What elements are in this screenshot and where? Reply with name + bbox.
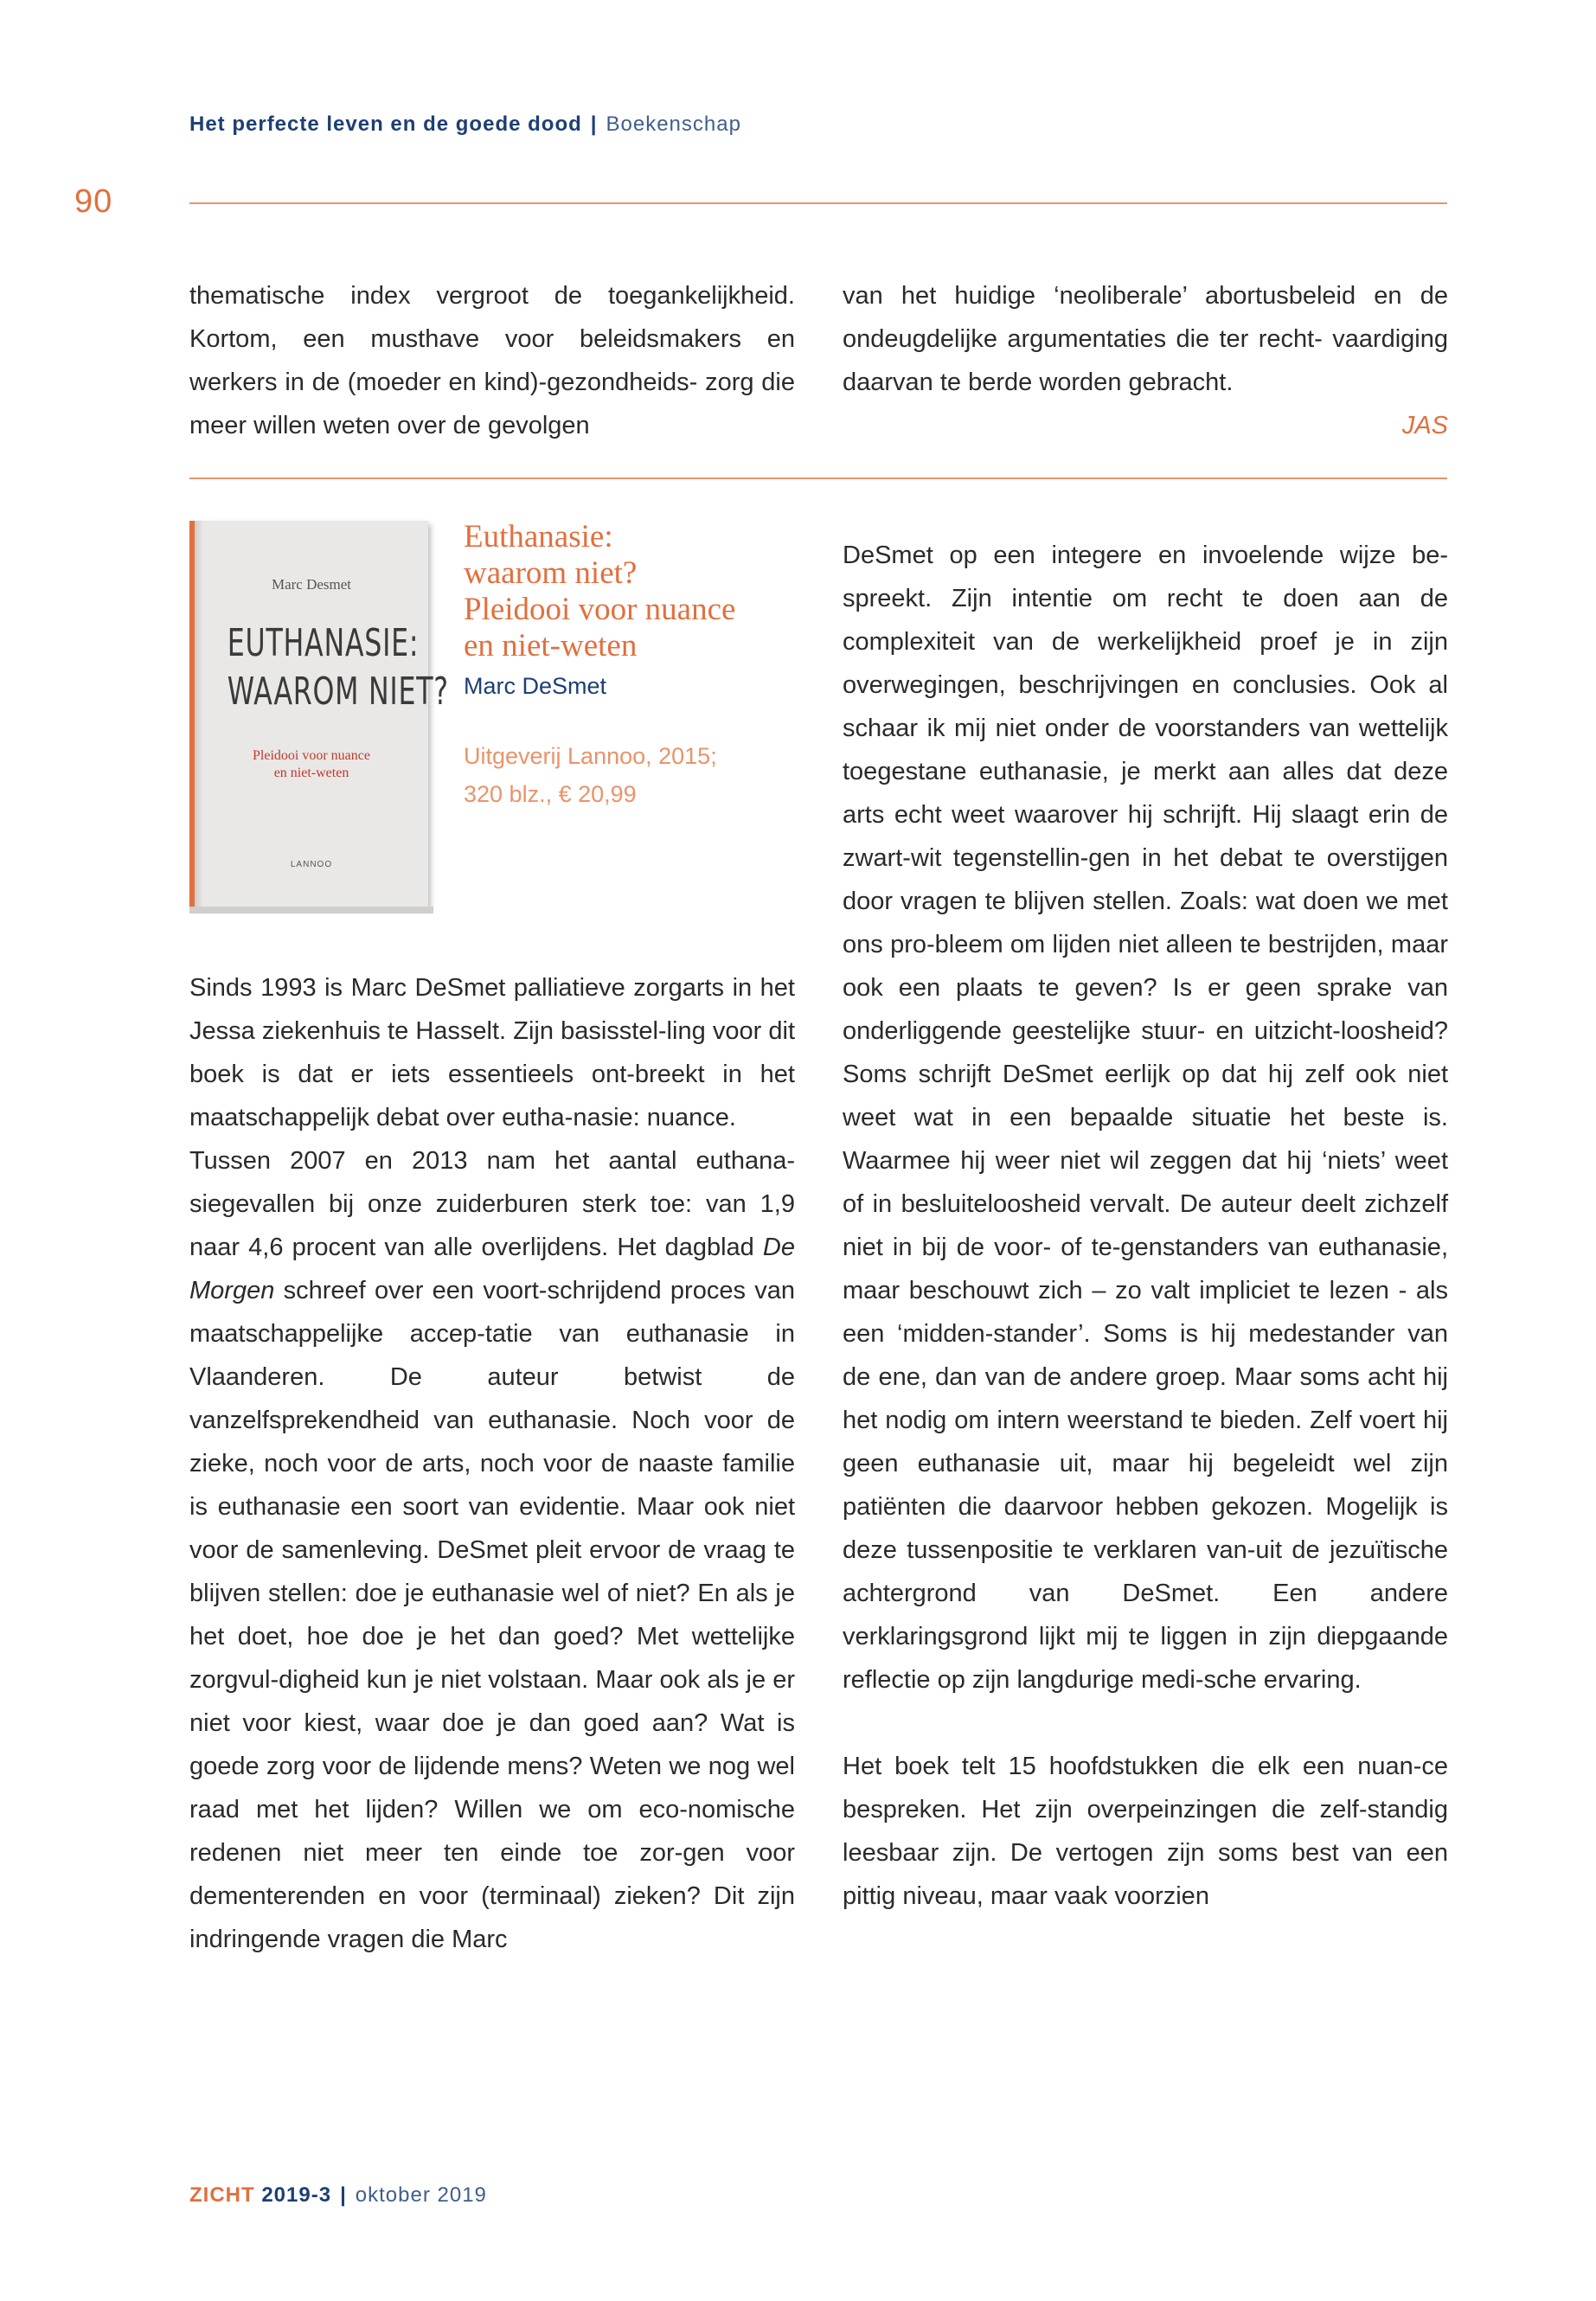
cover-title-line: EUTHANASIE: <box>227 621 420 665</box>
cover-title-line: WAAROM NIET? <box>227 670 449 714</box>
prev-right-line: van het huidige ‘neoliberale’ abortusbeleid en <box>843 282 1402 310</box>
running-head <box>189 112 741 137</box>
previous-review-right-text <box>843 274 1448 404</box>
book-title-line: Euthanasie: <box>464 519 613 554</box>
prev-right-line: vaardiging daarvan te berde worden gebracht. <box>843 325 1449 396</box>
prev-left-line: Kortom, een musthave voor beleidsmakers en <box>189 325 795 353</box>
book-title-line: en niet-weten <box>464 628 638 663</box>
running-head-separator: | <box>590 112 598 136</box>
footer-separator: | <box>340 2183 347 2207</box>
review-text: schreef over een voort-schrijdend proces van maatschappelijke accep-tatie van euthanasie in Vlaanderen. De auteur betwist de vanzelfsprekendheid van euthanasie. Noch voor de zieke, noch voor de arts, noch voor de naaste familie is euthanasie een soort van evidentie. Maar ook niet voor de samenleving. DeSmet pleit ervoor de vraag te blijven stellen: doe je euthanasie wel of niet? En als je het doet, hoe doe je het dan goed? Met wettelijke zorgvul-digheid kun je niet volstaan. Maar ook als je er niet voor kiest, waar doe je dan goed aan? Wat is goede zorg voor de lijdende mens? Weten we nog wel raad met het lijden? Willen we om eco-nomische redenen niet meer ten einde toe zor-gen voor dementerenden en voor (terminaal) zieken? Dit zijn indringende vragen die Marc <box>189 1277 795 1953</box>
reviewer-initials: JAS <box>1401 412 1448 439</box>
review-text: Tussen 2007 en 2013 nam het aantal euthana-siegevallen bij onze zuiderburen sterk toe: van 1,9 naar 4,6 procent van alle overlijdens. Het dagblad <box>189 1147 795 1261</box>
book-info <box>464 519 801 813</box>
cover-author: Marc Desmet <box>271 576 352 593</box>
prev-left-line: zorg die meer willen weten over de gevolgen <box>189 369 795 439</box>
book-title-line: Pleidooi voor nuance <box>464 592 736 627</box>
cover-subtitle-line: en niet-weten <box>273 766 349 780</box>
cover-title <box>227 619 449 716</box>
book-cover <box>189 521 449 907</box>
prev-right-line: de ondeugdelijke argumentaties die ter recht- <box>843 282 1449 353</box>
review-right-column <box>843 534 1448 1918</box>
cover-subtitle <box>195 747 428 782</box>
book-publication-details <box>464 737 801 813</box>
footer-date: oktober 2019 <box>355 2183 487 2207</box>
book-publisher: Uitgeverij Lannoo, 2015; <box>464 743 717 769</box>
review-paragraph <box>189 1139 795 1961</box>
review-left-column <box>189 966 795 1961</box>
newspaper-title: De Morgen <box>189 1234 795 1304</box>
book-title-line: waarom niet? <box>464 555 638 591</box>
previous-review-right-column <box>843 274 1448 447</box>
section-rule <box>189 478 1447 479</box>
footer-issue: 2019-3 <box>261 2183 332 2207</box>
previous-review-left-column <box>189 274 795 447</box>
previous-review-left-text <box>189 274 795 447</box>
book-pages-price: 320 blz., € 20,99 <box>464 781 637 807</box>
prev-left-line: thematische index vergroot de toegankelijkheid. <box>189 282 795 310</box>
footer-brand: ZICHT <box>189 2183 255 2207</box>
top-rule <box>189 202 1447 204</box>
book-pages-edge <box>189 907 433 913</box>
cover-subtitle-line: Pleidooi voor nuance <box>253 748 370 763</box>
running-head-section: Boekenschap <box>606 112 741 136</box>
page-number: 90 <box>74 183 113 220</box>
review-paragraph: Sinds 1993 is Marc DeSmet palliatieve zorgarts in het Jessa ziekenhuis te Hasselt. Zijn basisstel-ling voor dit boek is dat er iets essentieels ont-breekt in het maatschappelijk debat over eutha-nasie: nuance. <box>189 974 795 1131</box>
running-head-title: Het perfecte leven en de goede dood <box>189 112 582 136</box>
prev-left-line: werkers in de (moeder en kind)-gezondheids- <box>189 369 698 396</box>
footer <box>189 2183 487 2208</box>
review-paragraph: DeSmet op een integere en invoelende wijze be-spreekt. Zijn intentie om recht te doen aan de complexiteit van de werkelijkheid proef je in zijn overwegingen, beschrijvingen en conclusies. Ook al schaar ik mij niet onder de voorstanders van wettelijk toegestane euthanasie, je merkt aan alles dat deze arts echt weet waarover hij schrijft. Hij slaagt erin de zwart-wit tegenstellin-gen in het debat te overstijgen door vragen te blijven stellen. Zoals: wat doen we met ons pro-bleem om lijden niet alleen te bestrijden, maar ook een plaats te geven? Is er geen sprake van onderliggende geestelijke stuur- en uitzicht-loosheid? Soms schrijft DeSmet eerlijk op dat hij zelf ook niet weet wat in een bepaalde situatie het beste is. Waarmee hij weer niet wil zeggen dat hij ‘niets’ weet of in besluiteloosheid vervalt. De auteur deelt zichzelf niet in bij de voor- of te-genstanders van euthanasie, maar beschouwt zich – zo valt impliciet te lezen - als een ‘midden-stander’. Soms is hij medestander van de ene, dan van de andere groep. Maar soms acht hij het nodig om intern weerstand te bieden. Zelf voert hij geen euthanasie uit, maar hij begeleidt wel zijn patiënten die daarvoor hebben gekozen. Mogelijk is deze tussenpositie te verklaren van-uit de jezuïtische achtergrond van DeSmet. Een andere verklaringsgrond lijkt mij te liggen in zijn diepgaande reflectie op zijn langdurige medi-sche ervaring. <box>843 542 1448 1694</box>
book-title <box>464 519 801 664</box>
paragraph-gap <box>843 1702 1448 1745</box>
review-paragraph: Het boek telt 15 hoofdstukken die elk een nuan-ce bespreken. Het zijn overpeinzingen die zelf-standig leesbaar zijn. De vertogen zijn soms best van een pittig niveau, maar vaak voorzien <box>843 1753 1448 1910</box>
book-author: Marc DeSmet <box>464 673 607 699</box>
cover-publisher: LANNOO <box>290 860 333 869</box>
